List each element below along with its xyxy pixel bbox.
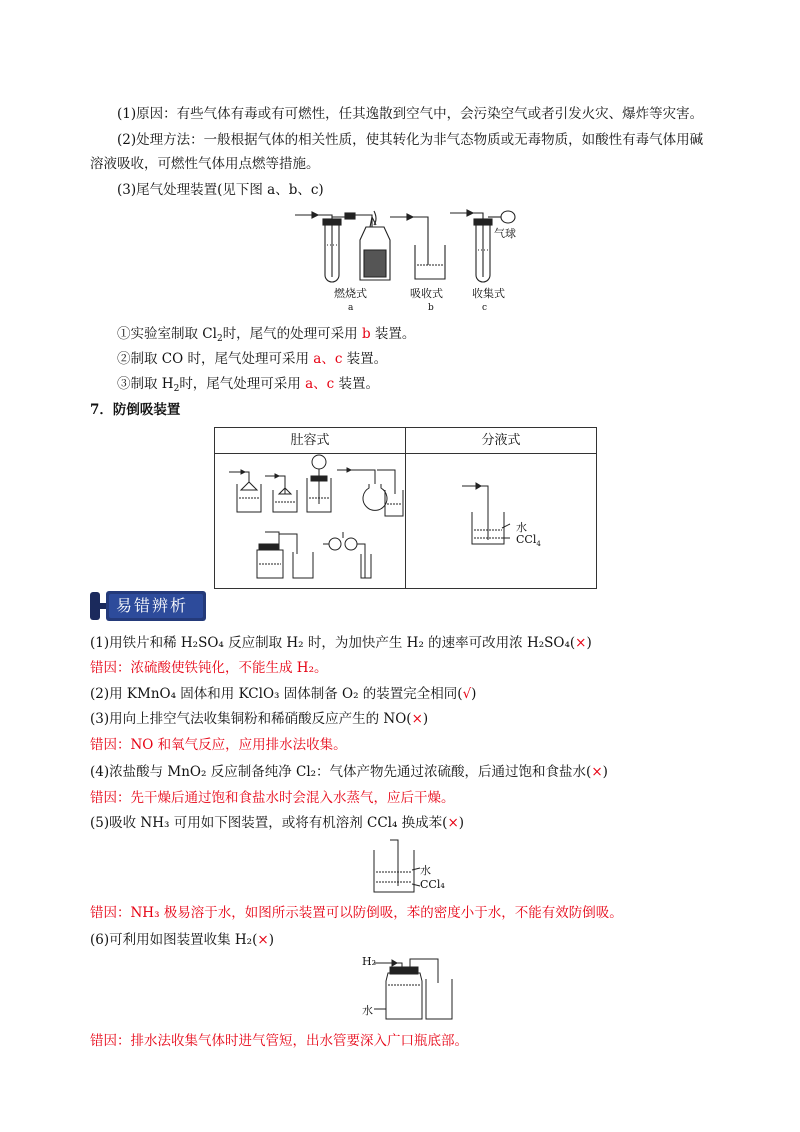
- reason-text: (1)原因：有些气体有毒或有可燃性，任其逸散到空气中，会污染空气或者引发火灾、爆炸等灾害。: [117, 106, 704, 122]
- fig6-h2-label: H₂: [362, 955, 377, 968]
- error-q4: (4)浓盐酸与 MnO₂ 反应制备纯净 Cl₂：气体产物先通过浓硫酸，后通过饱和食盐水(×): [90, 764, 608, 780]
- banner-text: 易错辨析: [116, 596, 189, 615]
- left-cell: [215, 454, 406, 589]
- error-why4: 错因：先干燥后通过饱和食盐水时会混入水蒸气，应后干燥。: [90, 790, 455, 806]
- devices-title: (3)尾气处理装置(见下图 a、b、c): [117, 182, 324, 198]
- error-q3: (3)用向上排空气法收集铜粉和稀硝酸反应产生的 NO(×): [90, 711, 429, 727]
- tail-gas-devices-figure: [290, 205, 525, 290]
- error-q1: (1)用铁片和稀 H₂SO₄ 反应制取 H₂ 时，为加快产生 H₂ 的速率可改用浓 H₂SO₄(×): [90, 635, 592, 651]
- belly-type-figure: [215, 454, 405, 584]
- error-why3: 错因：NO 和氧气反应，应用排水法收集。: [90, 737, 347, 753]
- caption-absorption: 吸收式: [410, 287, 443, 300]
- fig5-ccl4-label: CCl₄: [420, 878, 445, 891]
- fig5-water-label: 水: [420, 864, 431, 877]
- method-text-1: (2)处理方法：一般根据气体的相关性质，使其转化为非气态物质或无毒物质，如酸性有毒气体用碱: [117, 132, 704, 148]
- answer-item-3: ③制取 $H_2$时，尾气处理可采用 a、c 装置。: [117, 376, 380, 394]
- fig6-water-label: 水: [362, 1004, 373, 1017]
- letter-b: b: [428, 303, 434, 313]
- error-why6: 错因：排水法收集气体时进气管短，出水管要深入广口瓶底部。: [90, 1033, 468, 1049]
- error-q2: (2)用 KMnO₄ 固体和用 KClO₃ 固体制备 O₂ 的装置完全相同(√): [90, 686, 477, 702]
- error-why1: 错因：浓硫酸使铁钝化，不能生成 H₂。: [90, 660, 328, 676]
- error-q5: (5)吸收 NH₃ 可用如下图装置，或将有机溶剂 CCl₄ 换成苯(×): [90, 815, 465, 831]
- water-label-right: 水: [516, 521, 527, 534]
- error-q6: (6)可利用如图装置收集 H₂(×): [90, 932, 274, 948]
- separating-type-figure: [406, 454, 596, 584]
- balloon-label: 气球: [494, 227, 516, 240]
- answer-item-1: ①实验室制取 $Cl_2$时，尾气的处理可采用 b 装置。: [117, 326, 416, 344]
- method-text-2: 溶液吸收，可燃性气体用点燃等措施。: [90, 156, 320, 172]
- letter-a: a: [348, 303, 354, 313]
- section-7-title: 7．防倒吸装置: [90, 402, 181, 418]
- letter-c: c: [482, 303, 488, 313]
- caption-collection: 收集式: [472, 287, 505, 300]
- anti-suckback-table: [214, 427, 597, 589]
- caption-burning: 燃烧式: [334, 287, 367, 300]
- right-cell: [406, 454, 597, 589]
- col-header-right: 分液式: [406, 428, 597, 454]
- ccl4-label-right: CCl$_4$: [516, 533, 541, 548]
- error-why5: 错因：NH₃ 极易溶于水，如图所示装置可以防倒吸，苯的密度小于水，不能有效防倒吸。: [90, 905, 623, 921]
- answer-item-2: ②制取 CO 时，尾气处理可采用 a、c 装置。: [117, 351, 388, 367]
- col-header-left: 肚容式: [215, 428, 406, 454]
